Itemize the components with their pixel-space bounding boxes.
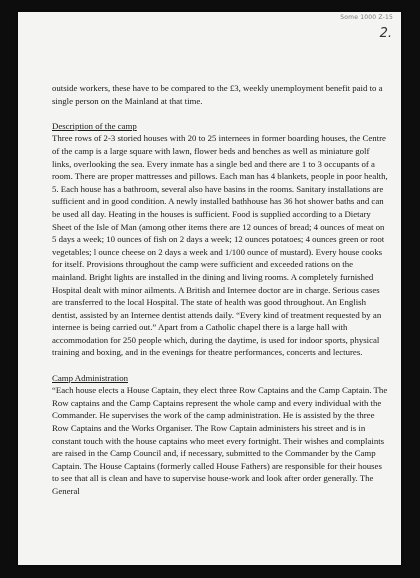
section-heading-description: Description of the camp [52, 120, 137, 131]
document-page [18, 12, 401, 565]
section-body-description: Three rows of 2-3 storied houses with 20 to 25 internees in former boarding houses, the Centre of the camp is a large square with lawn, flower beds and benches as well as miniature golf links, overlooking the sea. Every inmate has a single bed and there are 1 to 3 occupants of a room. There are proper mattresses and pillows. Each man has 4 blankets, people in poor health, 5. Each house has a bathroom, several also have basins in the rooms. Sanitary installations are sufficient and in good condition. A newly installed bathhouse has 36 hot shower baths and can be used all day. Heating in the houses is sufficient. Food is supplied according to a Dietary Sheet of the Isle of Man (among other items there are 12 ounces of bread; 4 ounces of meat on 5 days a week; 10 ounces of fish on 2 days a week; 12 ounces potatoes; 4 ounces green or root vegetables; l ounce cheese on 2 days a week and 1/100 ounce of mustard). Every house cooks for itself. Provisions throughout the camp were sufficient and exceeded rations on the mainland. Bright lights are installed in the dining and living rooms. A completely furnished Hospital dealt with minor ailments. A British and Internee doctor are in charge. Serious cases are transferred to the local Hospital. The state of health was good throughout. An English dentist, assisted by an Internee dentist attends daily. “Every kind of treatment requested by an internee is being carried out.” Apart from a Catholic chapel there is a large hall with accommodation for 250 people which, during the daytime, is used for indoor sports, physical training and boxing, and in the evenings for theatre performances, concerts and lectures. [52, 133, 388, 358]
opening-paragraph: outside workers, these have to be compared to the £3, weekly unemployment benefit paid to a single person on the Mainland at that time. [52, 83, 383, 106]
section-body-administration: “Each house elects a House Captain, they elect three Row Captains and the Camp Captain. The Row captains and the Camp Captains represent the whole camp and every individual with the Commander. He supervises the work of the camp administration. He is assisted by the three Row Captains and the Works Organiser. The Row Captain administers his street and is in constant touch with the house captains who meet every fortnight. Their wishes and complaints are raised in the Camp Council and, if necessary, submitted to the Commander by the Camp Captain. The House Captains (formerly called House Fathers) are responsible for their houses to see that all is clean and have to supervise house-work and look after order generally. The General [52, 385, 388, 496]
section-heading-administration: Camp Administration [52, 372, 128, 383]
document-body [52, 82, 388, 498]
handwritten-annotation: Some 1000 Z-15 [340, 14, 393, 21]
page-number: 2. [379, 26, 392, 41]
